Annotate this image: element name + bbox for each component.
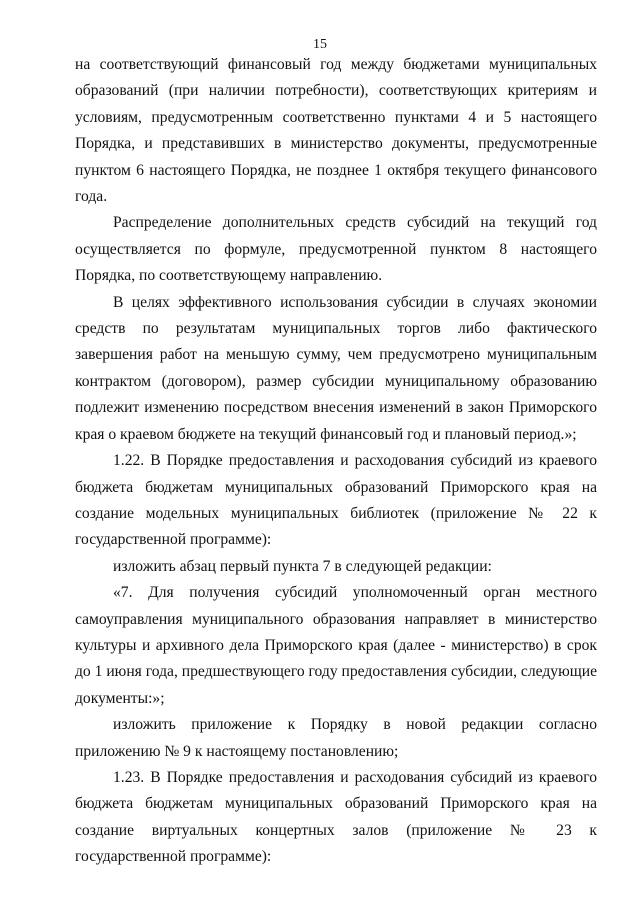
paragraph-item-1-23: 1.23. В Порядке предоставления и расходования субсидий из краевого бюджета бюджетам муниципальных образований Приморского края на создание виртуальных концертных залов (приложение № 23 к государственной программе): bbox=[75, 768, 597, 866]
paragraph-quote-point-7: «7. Для получения субсидий уполномоченный орган местного самоуправления муниципального образования направляет в министерство культуры и архивного дела Приморского края (далее - министерство) в срок до 1 июня года, предшествующего году предоставления субсидии, следующие документы:»; bbox=[75, 584, 597, 707]
document-body bbox=[75, 52, 597, 871]
paragraph-item-1-22: 1.22. В Порядке предоставления и расходования субсидий из краевого бюджета бюджетам муниципальных образований Приморского края на создание модельных муниципальных библиотек (приложение № 22 к государственной программе): bbox=[75, 452, 597, 549]
paragraph-distribution: Распределение дополнительных средств субсидий на текущий год осуществляется по формуле, предусмотренной пунктом 8 настоящего Порядка, по соответствующему направлению. bbox=[75, 214, 597, 285]
paragraph-amend-appendix: изложить приложение к Порядку в новой редакции согласно приложению № 9 к настоящему постановлению; bbox=[75, 716, 597, 760]
paragraph-amend-point-7: изложить абзац первый пункта 7 в следующей редакции: bbox=[113, 557, 492, 575]
page-number: 15 bbox=[313, 37, 327, 52]
paragraph-continuation: на соответствующий финансовый год между бюджетами муниципальных образований (при наличии потребности), соответствующих критериям и условиям, предусмотренным соответственно пунктами 4 и 5 настоящего Порядка, и представивших в министерство документы, предусмотренные пунктом 6 настоящего Порядка, не позднее 1 октября текущего финансового года. bbox=[75, 56, 597, 206]
paragraph-subsidy-economy: В целях эффективного использования субсидии в случаях экономии средств по результатам муниципальных торгов либо фактического завершения работ на меньшую сумму, чем предусмотрено муниципальным контрактом (договором), размер субсидии муниципальному образованию подлежит изменению посредством внесения изменений в закон Приморского края о краевом бюджете на текущий финансовый год и плановый период.»; bbox=[75, 293, 597, 443]
